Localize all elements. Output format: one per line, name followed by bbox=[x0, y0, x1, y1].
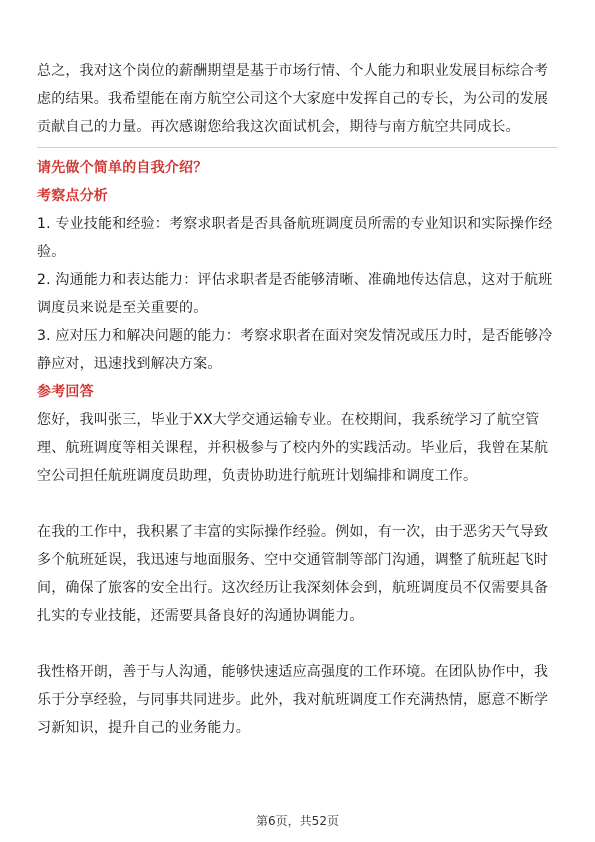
analysis-item: 1. 专业技能和经验：考察求职者是否具备航班调度员所需的专业知识和实际操作经验。 bbox=[37, 216, 553, 260]
answer-paragraph: 我性格开朗，善于与人沟通，能够快速适应高强度的工作环境。在团队协作中，我乐于分享经验，与同事共同进步。此外，我对航班调度工作充满热情，愿意不断学习新知识，提升自己的业务能力。 bbox=[37, 664, 549, 736]
answer-paragraph: 在我的工作中，我积累了丰富的实际操作经验。例如，有一次，由于恶劣天气导致多个航班延误，我迅速与地面服务、空中交通管制等部门沟通，调整了航班起飞时间，确保了旅客的安全出行。这次经历让我深刻体会到，航班调度员不仅需要具备扎实的专业技能，还需要具备良好的沟通协调能力。 bbox=[37, 524, 549, 624]
answer-heading: 参考回答 bbox=[37, 384, 94, 400]
question-title: 请先做个简单的自我介绍？ bbox=[37, 160, 208, 176]
analysis-item: 3. 应对压力和解决问题的能力：考察求职者在面对突发情况或压力时，是否能够冷静应对，迅速找到解决方案。 bbox=[37, 328, 553, 372]
analysis-item: 2. 沟通能力和表达能力：评估求职者是否能够清晰、准确地传达信息，这对于航班调度员来说是至关重要的。 bbox=[37, 272, 553, 316]
paragraph-spacer bbox=[37, 490, 558, 518]
page-content bbox=[37, 57, 558, 742]
answer-paragraph: 您好，我叫张三，毕业于XX大学交通运输专业。在校期间，我系统学习了航空管理、航班调度等相关课程，并积极参与了校内外的实践活动。毕业后，我曾在某航空公司担任航班调度员助理，负责协助进行航班计划编排和调度工作。 bbox=[37, 412, 549, 484]
analysis-heading: 考察点分析 bbox=[37, 188, 108, 204]
paragraph-spacer bbox=[37, 630, 558, 658]
section-divider bbox=[37, 147, 558, 148]
conclusion-paragraph: 总之，我对这个岗位的薪酬期望是基于市场行情、个人能力和职业发展目标综合考虑的结果。我希望能在南方航空公司这个大家庭中发挥自己的专长，为公司的发展贡献自己的力量。再次感谢您给我这次面试机会，期待与南方航空共同成长。 bbox=[37, 63, 549, 135]
page-number-footer: 第6页，共52页 bbox=[256, 814, 339, 828]
